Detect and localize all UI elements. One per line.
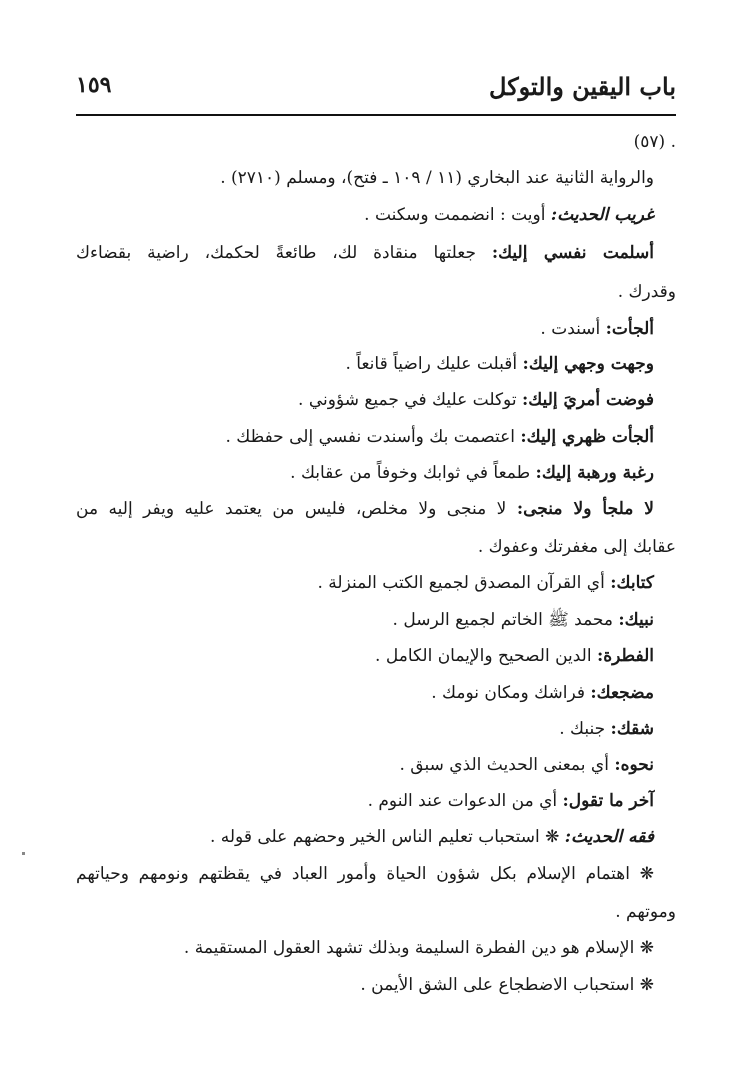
line-text: ❋ اهتمام الإسلام بكل شؤون الحياة وأمور العباد في يقظتهم ونومهم وحياتهم: [76, 864, 654, 884]
chapter-title: باب اليقين والتوكل: [489, 72, 676, 101]
definition-term: فوضت أمريَ إليك:: [521, 390, 654, 410]
definition-line: [368, 786, 654, 816]
section-heading: غريب الحديث:: [550, 205, 654, 225]
definition-text: أي بمعنى الحديث الذي سبق .: [399, 755, 609, 775]
continuation-line: [478, 532, 676, 562]
definition-term: نبيك:: [618, 610, 654, 630]
scan-speck: [22, 852, 25, 855]
bullet-point: [76, 859, 654, 889]
definition-term: وجهت وجهي إليك:: [522, 354, 654, 374]
definition-text: أي من الدعوات عند النوم .: [367, 791, 558, 811]
text-line: [220, 163, 654, 193]
line-text: . (٥٧): [633, 132, 676, 152]
definition-text: فراشك ومكان نومك .: [431, 683, 585, 703]
continuation-line: [618, 277, 676, 307]
section-heading-line: [364, 200, 654, 230]
footnote-number-line: [634, 127, 676, 157]
definition-term: أسلمت نفسي إليك:: [491, 243, 654, 263]
definition-line: [375, 641, 654, 671]
definition-text: اعتصمت بك وأسندت نفسي إلى حفظك .: [225, 427, 515, 447]
definition-text: محمد ﷺ الخاتم لجميع الرسل .: [392, 610, 613, 630]
definition-term: شقك:: [610, 719, 654, 739]
definition-line: [318, 568, 655, 598]
definition-line: [431, 678, 654, 708]
definition-line: [298, 385, 654, 415]
definition-text: الدين الصحيح والإيمان الكامل .: [375, 646, 592, 666]
definition-term: آخر ما تقول:: [562, 791, 654, 811]
section-heading: فقه الحديث:: [564, 827, 654, 847]
definition-line: [345, 349, 654, 379]
definition-term: ألجأت:: [605, 319, 654, 339]
definition-line: [393, 605, 654, 635]
definition-text: أسندت .: [540, 319, 601, 339]
definition-term: نحوه:: [614, 755, 654, 775]
line-text: ❋ الإسلام هو دين الفطرة السليمة وبذلك تشهد العقول المستقيمة .: [183, 938, 654, 958]
definition-line: [559, 714, 654, 744]
line-text: ❋ استحباب الاضطجاع على الشق الأيمن .: [360, 975, 654, 995]
definition-term: مضجعك:: [590, 683, 654, 703]
page-header: [76, 72, 676, 106]
page-number: ١٥٩: [76, 72, 112, 98]
section-heading-line: [210, 822, 654, 852]
definition-text: طمعاً في ثوابك وخوفاً من عقابك .: [290, 463, 531, 483]
definition-term: لا ملجأ ولا منجى:: [516, 499, 654, 519]
definition-line: [76, 494, 654, 524]
bullet-point: [360, 970, 654, 1000]
line-text: وقدرك .: [617, 282, 676, 302]
definition-term: كتابك:: [610, 573, 654, 593]
definition-term: الفطرة:: [596, 646, 654, 666]
definition-text: لا منجى ولا مخلص، فليس من يعتمد عليه ويفر إليه من: [76, 499, 507, 519]
definition-text: توكلت عليك في جميع شؤوني .: [298, 390, 517, 410]
definition-term: ألجأت ظهري إليك:: [520, 427, 654, 447]
definition-term: رغبة ورهبة إليك:: [535, 463, 654, 483]
definition-line: [290, 458, 654, 488]
line-text: وموتهم .: [615, 902, 676, 922]
line-text: عقابك إلى مغفرتك وعفوك .: [477, 537, 676, 557]
definition-text: أي القرآن المصدق لجميع الكتب المنزلة .: [317, 573, 605, 593]
definition-text: جنبك .: [559, 719, 606, 739]
bullet-point: [184, 933, 654, 963]
definition-line: [76, 238, 654, 268]
header-rule: [76, 114, 676, 116]
definition-line: [226, 422, 655, 452]
definition-line: [540, 314, 654, 344]
continuation-line: [615, 897, 676, 927]
definition-text: جعلتها منقادة لك، طائعةً لحكمك، راضية بقضاءك: [76, 243, 476, 263]
line-text: أويت : انضممت وسكنت .: [364, 205, 546, 225]
line-text: والرواية الثانية عند البخاري (١١ / ١٠٩ ـ فتح)، ومسلم (٢٧١٠) .: [220, 168, 654, 188]
definition-line: [400, 750, 655, 780]
line-text: ❋ استحباب تعليم الناس الخير وحضهم على قوله .: [209, 827, 560, 847]
definition-text: أقبلت عليك راضياً قانعاً .: [345, 354, 518, 374]
